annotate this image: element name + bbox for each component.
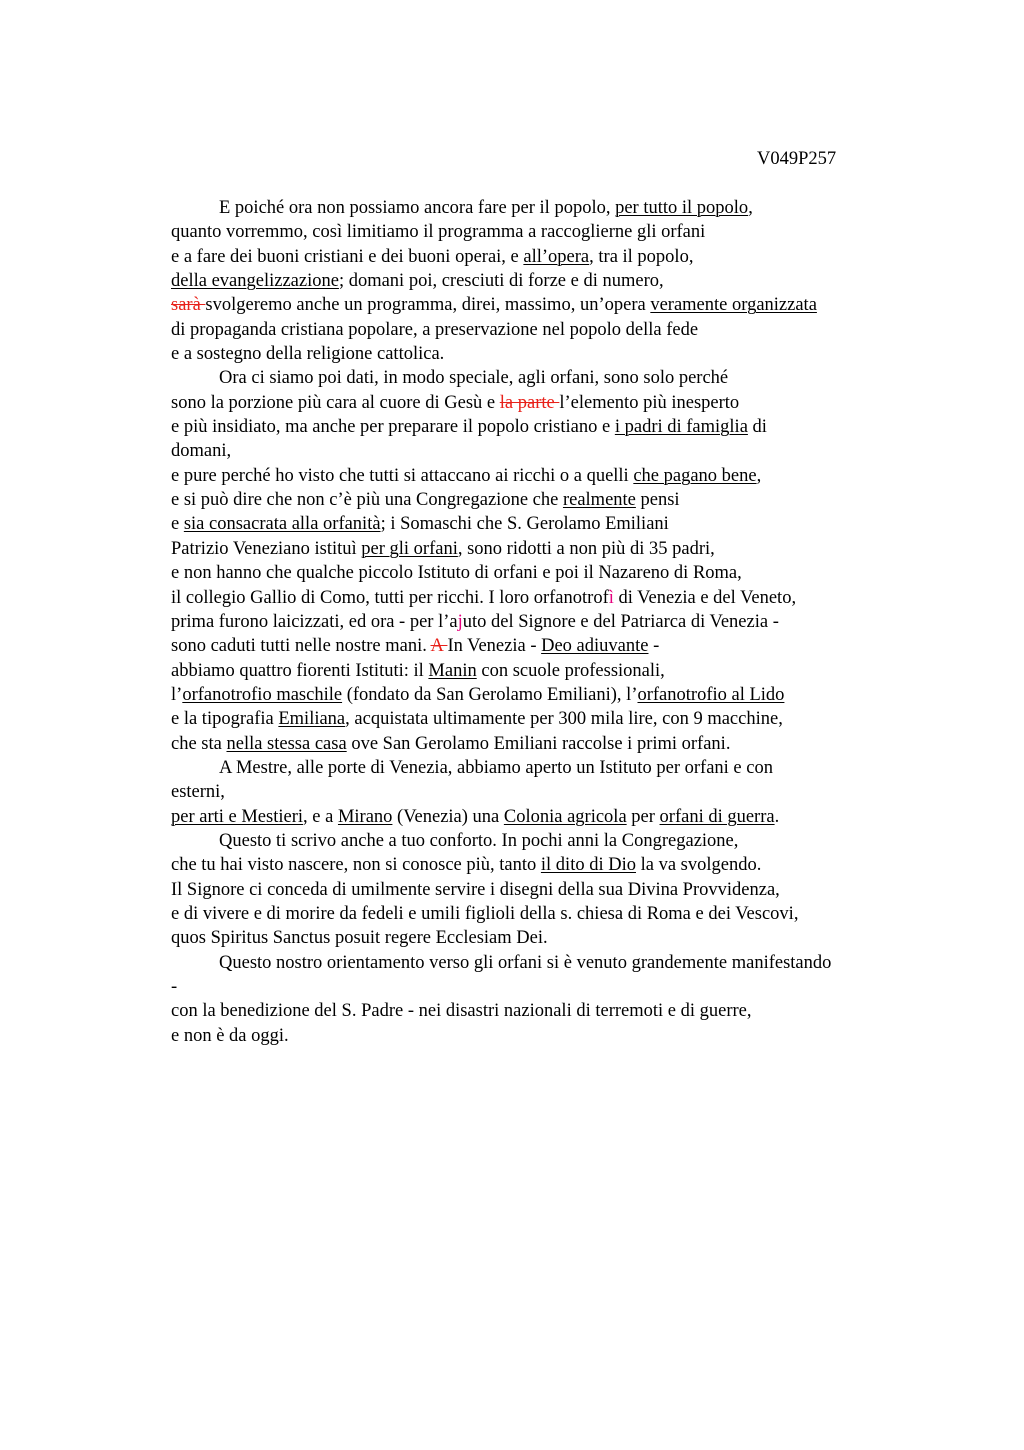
underlined-text: Emiliana — [278, 709, 346, 730]
text-segment: e non è da oggi. — [171, 1025, 289, 1046]
deleted-text: sarà — [171, 295, 206, 316]
text-segment: E poiché ora non possiamo ancora fare per il popolo, — [219, 198, 616, 218]
underlined-text: per arti e Mestieri — [171, 806, 304, 827]
text-segment: Ora ci siamo poi dati, in modo speciale, agli orfani, sono solo perché — [219, 368, 729, 389]
text-segment: e la tipografia — [171, 709, 279, 730]
text-segment: di propaganda cristiana popolare, a preservazione nel popolo della fede — [171, 319, 699, 340]
text-segment: che sta — [171, 733, 227, 754]
underlined-text: della evangelizzazione — [171, 271, 339, 292]
underlined-text: orfanotrofio al Lido — [637, 684, 785, 705]
text-segment: di — [747, 417, 767, 438]
text-line — [171, 780, 931, 804]
text-line — [171, 196, 931, 220]
text-segment: ove San Gerolamo Emiliani raccolse i primi orfani. — [346, 733, 731, 754]
text-segment: , — [748, 198, 753, 218]
document-body — [171, 196, 931, 1048]
underlined-text: realmente — [562, 490, 636, 511]
text-segment: sono caduti tutti nelle nostre mani. — [171, 636, 431, 657]
text-segment: uto del Signore e del Patriarca di Venezia - — [462, 611, 779, 632]
text-segment: Il Signore ci conceda di umilmente servire i disegni della sua Divina Provvidenza, — [171, 879, 780, 900]
text-line — [171, 415, 931, 439]
text-line — [171, 683, 931, 707]
text-segment: , e a — [303, 806, 338, 827]
text-segment: e non hanno che qualche piccolo Istituto di orfani e poi il Nazareno di Roma, — [171, 563, 742, 584]
page-id: V049P257 — [757, 149, 837, 169]
text-segment: , sono ridotti a non più di 35 padri, — [457, 538, 715, 559]
text-segment: , — [756, 465, 762, 486]
text-segment: e più insidiato, ma anche per preparare il popolo cristiano e — [171, 417, 615, 438]
text-line — [171, 805, 931, 829]
text-segment: abbiamo quattro fiorenti Istituti: il — [171, 660, 429, 681]
underlined-text: sia consacrata alla orfanità — [183, 514, 381, 535]
underlined-text: nella stessa casa — [226, 733, 347, 754]
text-segment: In Venezia - — [447, 636, 542, 657]
text-line — [171, 707, 931, 731]
underlined-text: per gli orfani — [361, 538, 458, 559]
text-line — [171, 269, 931, 293]
text-line — [171, 391, 931, 415]
underlined-text: all’opera — [523, 246, 590, 267]
text-line — [171, 586, 931, 610]
text-segment: e pure perché ho visto che tutti si attaccano ai ricchi o a quelli — [171, 465, 634, 486]
text-segment: e si può dire che non c’è più una Congregazione che — [171, 490, 563, 511]
text-segment: e — [171, 514, 184, 535]
text-segment: con la benedizione del S. Padre - nei disastri nazionali di terremoti e di guerre, — [171, 1001, 752, 1022]
text-segment: - — [171, 977, 178, 997]
deleted-text: la parte — [499, 392, 560, 413]
text-line — [171, 732, 931, 756]
text-segment: con scuole professionali, — [476, 660, 665, 681]
text-segment: quos Spiritus Sanctus posuit regere Ecclesiam Dei. — [171, 928, 548, 949]
text-segment: (fondato da San Gerolamo Emiliani), l’ — [342, 684, 638, 705]
text-line — [171, 318, 931, 342]
corrected-letter: ì — [608, 587, 614, 608]
underlined-text: veramente organizzata — [650, 295, 817, 316]
text-segment: Questo ti scrivo anche a tuo conforto. In pochi anni la Congregazione, — [219, 830, 739, 851]
text-line — [171, 464, 931, 488]
text-line — [171, 878, 931, 902]
text-line — [171, 220, 931, 244]
text-segment: l’elemento più inesperto — [559, 392, 740, 413]
text-segment: che tu hai visto nascere, non si conosce più, tanto — [171, 855, 541, 876]
text-segment: ; domani poi, cresciuti di forze e di numero, — [338, 271, 664, 292]
text-line — [171, 999, 931, 1023]
text-segment: per — [626, 806, 660, 827]
text-segment: esterni, — [171, 782, 225, 803]
text-line — [171, 610, 931, 634]
text-segment: Questo nostro orientamento verso gli orfani si è venuto grandemente manifestando — [219, 952, 832, 973]
text-segment: A Mestre, alle porte di Venezia, abbiamo aperto un Istituto per orfani e con — [219, 757, 773, 778]
text-line — [171, 756, 931, 780]
corrected-letter: j — [457, 611, 463, 632]
text-segment: (Venezia) una — [392, 806, 504, 827]
text-line — [171, 512, 931, 536]
text-segment: svolgeremo anche un programma, direi, massimo, un’opera — [205, 295, 651, 316]
text-line — [171, 659, 931, 683]
text-line — [171, 537, 931, 561]
text-line — [171, 488, 931, 512]
text-segment: la va svolgendo. — [635, 855, 762, 876]
text-line — [171, 829, 931, 853]
underlined-text: Deo adiuvante — [541, 636, 649, 657]
deleted-text: A — [430, 636, 448, 657]
text-segment: di Venezia e del Veneto, — [613, 587, 797, 608]
underlined-text: i padri di famiglia — [614, 417, 748, 438]
text-segment: e a fare dei buoni cristiani e dei buoni operai, e — [171, 246, 524, 267]
text-line — [171, 634, 931, 658]
text-segment: domani, — [171, 441, 232, 462]
underlined-text: per tutto il popolo — [615, 198, 749, 218]
text-line — [171, 439, 931, 463]
text-line — [171, 342, 931, 366]
text-segment: sono la porzione più cara al cuore di Gesù e — [171, 392, 500, 413]
text-segment: il collegio Gallio di Como, tutti per ricchi. I loro orfanotrof — [171, 587, 609, 608]
underlined-text: orfani di guerra — [659, 806, 775, 827]
underlined-text: orfanotrofio maschile — [182, 684, 343, 705]
text-segment: - — [648, 636, 660, 657]
underlined-text: che pagano bene — [633, 465, 757, 486]
text-segment: quanto vorremmo, così limitiamo il programma a raccoglierne gli orfani — [171, 222, 706, 243]
text-segment: , tra il popolo, — [589, 246, 694, 267]
text-line — [171, 975, 931, 999]
text-line — [171, 902, 931, 926]
text-segment: pensi — [635, 490, 680, 511]
text-segment: . — [774, 806, 780, 827]
text-segment: l’ — [171, 684, 183, 705]
underlined-text: il dito di Dio — [540, 855, 636, 876]
underlined-text: Manin — [428, 660, 477, 681]
text-segment: e di vivere e di morire da fedeli e umili figlioli della s. chiesa di Roma e dei Vescovi, — [171, 903, 799, 924]
text-line — [171, 951, 931, 975]
text-line — [171, 926, 931, 950]
text-line — [171, 561, 931, 585]
underlined-text: Colonia agricola — [503, 806, 627, 827]
text-line — [171, 366, 931, 390]
underlined-text: Mirano — [337, 806, 393, 827]
text-segment: , acquistata ultimamente per 300 mila lire, con 9 macchine, — [345, 709, 783, 730]
text-segment: e a sostegno della religione cattolica. — [171, 344, 445, 365]
text-segment: prima furono laicizzati, ed ora - per l’a — [171, 611, 458, 632]
text-segment: Patrizio Veneziano istituì — [171, 538, 362, 559]
text-line — [171, 853, 931, 877]
text-line — [171, 293, 931, 317]
text-line — [171, 1024, 931, 1048]
text-line — [171, 245, 931, 269]
text-segment: ; i Somaschi che S. Gerolamo Emiliani — [380, 514, 669, 535]
